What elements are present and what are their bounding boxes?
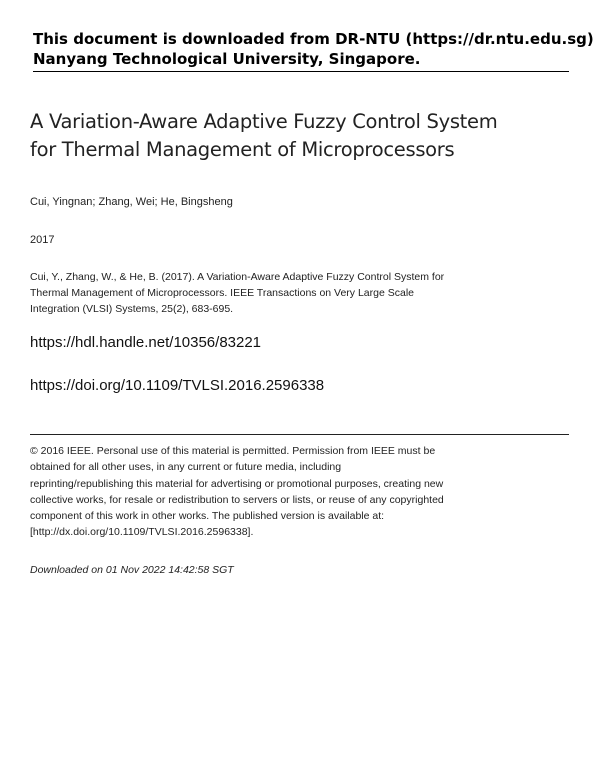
divider <box>30 434 569 435</box>
citation-line-3: Integration (VLSI) Systems, 25(2), 683-695. <box>30 303 234 315</box>
citation <box>30 269 480 317</box>
copyright-line-5: component of this work in other works. The published version is available at: <box>30 510 385 523</box>
header-line-source: This document is downloaded from DR-NTU (https://dr.ntu.edu.sg) <box>33 30 594 48</box>
repository-header <box>33 29 594 72</box>
copyright-line-3: reprinting/republishing this material for advertising or promotional purposes, creating new <box>30 477 444 490</box>
citation-line-2: Thermal Management of Microprocessors. IEEE Transactions on Very Large Scale <box>30 287 415 299</box>
title-line-1: A Variation-Aware Adaptive Fuzzy Control System <box>30 110 498 133</box>
download-timestamp: Downloaded on 01 Nov 2022 14:42:58 SGT <box>30 564 234 576</box>
copyright-line-2: obtained for all other uses, in any current or future media, including <box>30 461 342 474</box>
copyright-line-1: © 2016 IEEE. Personal use of this material is permitted. Permission from IEEE must be <box>30 445 436 457</box>
paper-title <box>30 108 570 164</box>
copyright-line-4: collective works, for resale or redistribution to servers or lists, or reuse of any copyrighted <box>30 493 444 506</box>
doi-link[interactable]: https://doi.org/10.1109/TVLSI.2016.2596338 <box>30 377 325 394</box>
copyright-notice <box>30 443 500 541</box>
citation-line-1: Cui, Y., Zhang, W., & He, B. (2017). A Variation-Aware Adaptive Fuzzy Control System for <box>30 271 445 283</box>
title-line-2: for Thermal Management of Microprocessors <box>30 138 455 161</box>
handle-link[interactable]: https://hdl.handle.net/10356/83221 <box>30 334 262 351</box>
copyright-line-6: [http://dx.doi.org/10.1109/TVLSI.2016.2596338]. <box>30 526 254 539</box>
authors: Cui, Yingnan; Zhang, Wei; He, Bingsheng <box>30 196 233 208</box>
header-line-institution: Nanyang Technological University, Singapore. <box>33 50 421 68</box>
publication-year: 2017 <box>30 234 55 246</box>
